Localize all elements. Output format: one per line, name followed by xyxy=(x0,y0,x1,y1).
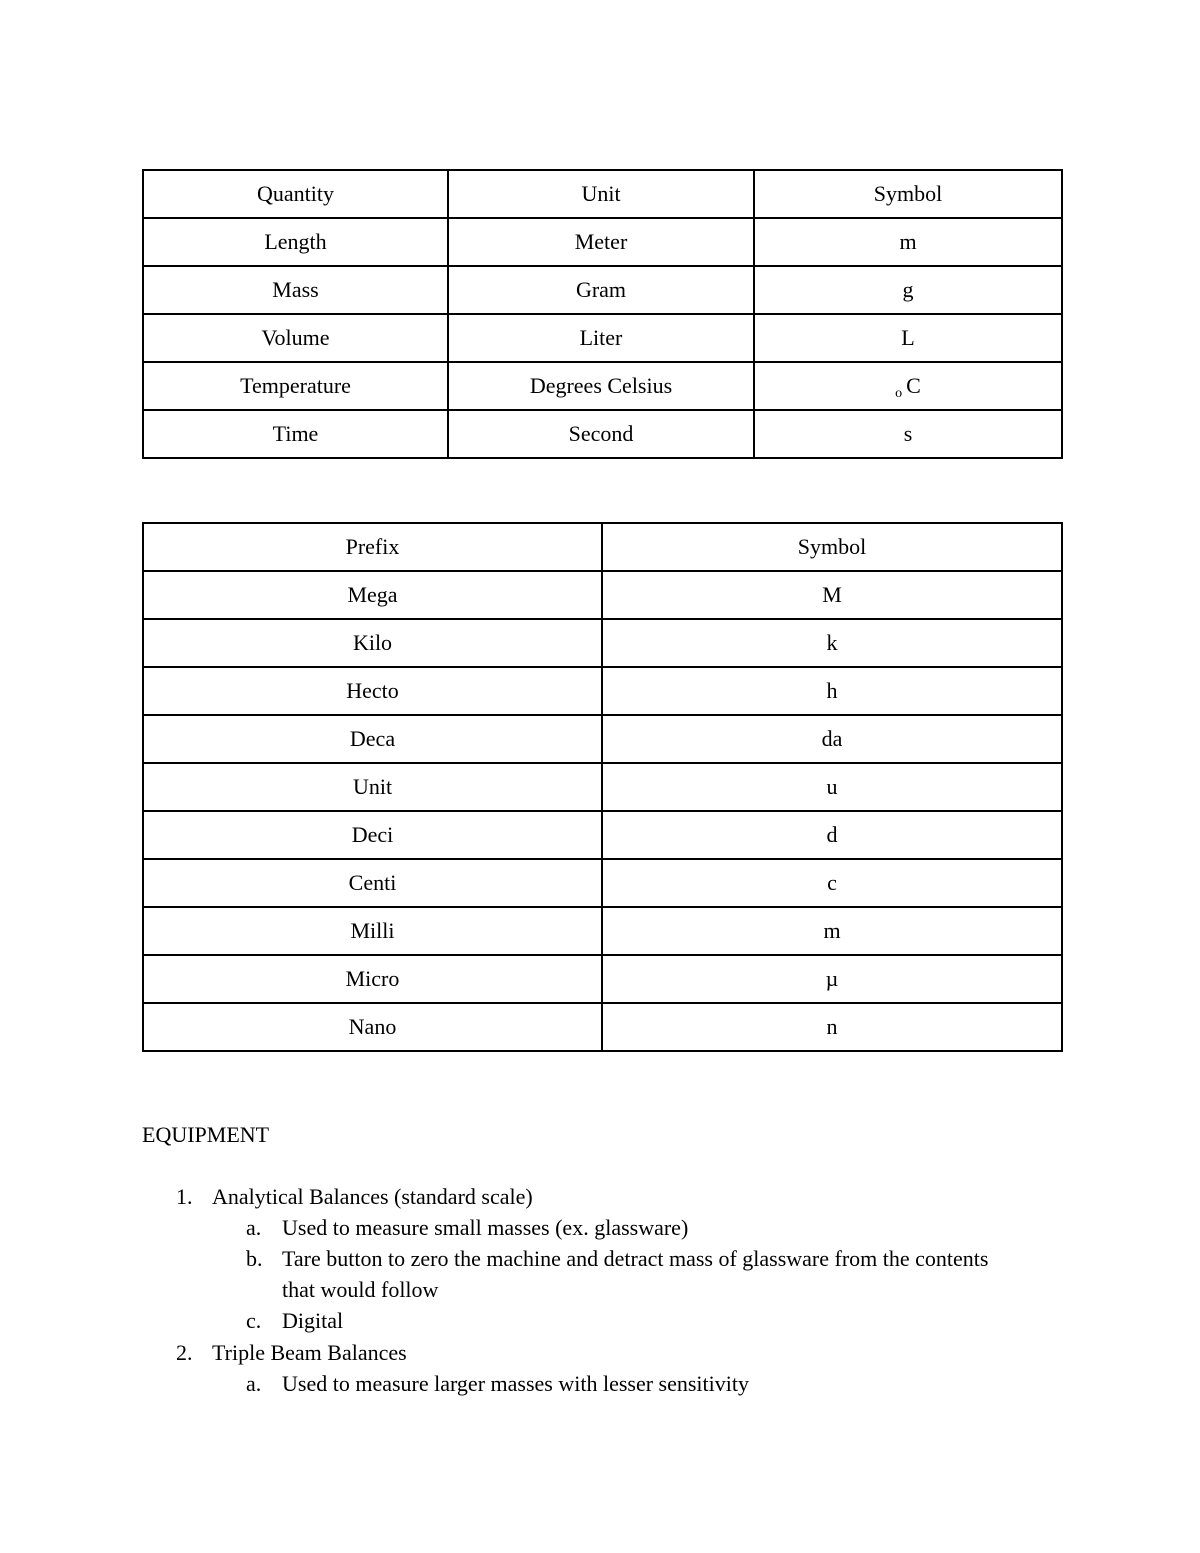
prefix-cell: Centi xyxy=(143,859,602,907)
quantity-cell: Time xyxy=(143,410,448,458)
symbol-cell: g xyxy=(754,266,1062,314)
symbol-cell: s xyxy=(754,410,1062,458)
prefix-cell: Deca xyxy=(143,715,602,763)
sublist-item-text: Tare button to zero the machine and detract mass of glassware from the contents xyxy=(282,1246,989,1271)
prefix-cell: Unit xyxy=(143,763,602,811)
column-header: Unit xyxy=(448,170,754,218)
symbol-cell: L xyxy=(754,314,1062,362)
table-row xyxy=(143,266,1062,314)
sublist-item-text: Used to measure small masses (ex. glassware) xyxy=(282,1215,689,1240)
table-header-row xyxy=(143,523,1062,571)
table-row xyxy=(143,955,1062,1003)
quantity-cell: Temperature xyxy=(143,362,448,410)
table-row xyxy=(143,811,1062,859)
quantity-cell: Volume xyxy=(143,314,448,362)
symbol-cell: M xyxy=(602,571,1062,619)
symbol-cell: d xyxy=(602,811,1062,859)
list-item-number: 1. xyxy=(176,1184,193,1209)
units-table xyxy=(142,169,1063,459)
quantity-cell: Length xyxy=(143,218,448,266)
symbol-cell: n xyxy=(602,1003,1062,1051)
prefix-cell: Nano xyxy=(143,1003,602,1051)
sublist-item-text: Used to measure larger masses with lesser sensitivity xyxy=(282,1371,749,1396)
column-header: Symbol xyxy=(754,170,1062,218)
symbol-cell xyxy=(754,362,1062,410)
unit-cell: Second xyxy=(448,410,754,458)
unit-cell: Meter xyxy=(448,218,754,266)
sublist-item-text: Digital xyxy=(282,1308,344,1333)
symbol-cell: m xyxy=(754,218,1062,266)
table-header-row xyxy=(143,170,1062,218)
table-row xyxy=(143,1003,1062,1051)
prefix-cell: Hecto xyxy=(143,667,602,715)
table-row xyxy=(143,859,1062,907)
table-row xyxy=(143,763,1062,811)
unit-cell: Liter xyxy=(448,314,754,362)
table-row xyxy=(143,715,1062,763)
prefix-cell: Deci xyxy=(143,811,602,859)
symbol-cell: m xyxy=(602,907,1062,955)
sublist-item-text-continued: that would follow xyxy=(282,1277,439,1302)
column-header: Prefix xyxy=(143,523,602,571)
table-row xyxy=(143,314,1062,362)
unit-cell: Gram xyxy=(448,266,754,314)
symbol-cell: k xyxy=(602,619,1062,667)
table-row xyxy=(143,571,1062,619)
sublist-item-letter: a. xyxy=(246,1371,262,1396)
unit-cell: Degrees Celsius xyxy=(448,362,754,410)
prefix-cell: Micro xyxy=(143,955,602,1003)
table-row xyxy=(143,907,1062,955)
degree-symbol: o xyxy=(895,386,903,401)
symbol-text: C xyxy=(906,373,921,398)
sublist-item-letter: a. xyxy=(246,1215,262,1240)
prefix-cell: Milli xyxy=(143,907,602,955)
sublist-item-letter: b. xyxy=(246,1246,263,1271)
prefix-cell: Mega xyxy=(143,571,602,619)
symbol-cell: c xyxy=(602,859,1062,907)
symbol-cell: h xyxy=(602,667,1062,715)
table-row xyxy=(143,619,1062,667)
symbol-cell: µ xyxy=(602,955,1062,1003)
column-header: Quantity xyxy=(143,170,448,218)
symbol-cell: u xyxy=(602,763,1062,811)
prefix-table xyxy=(142,522,1063,1052)
prefix-cell: Kilo xyxy=(143,619,602,667)
symbol-cell: da xyxy=(602,715,1062,763)
table-row xyxy=(143,362,1062,410)
sublist-item-letter: c. xyxy=(246,1308,262,1333)
quantity-cell: Mass xyxy=(143,266,448,314)
table-row xyxy=(143,667,1062,715)
list-item-number: 2. xyxy=(176,1340,193,1365)
table-row xyxy=(143,410,1062,458)
list-item-title: Analytical Balances (standard scale) xyxy=(212,1184,533,1209)
list-item-title: Triple Beam Balances xyxy=(212,1340,407,1365)
column-header: Symbol xyxy=(602,523,1062,571)
table-row xyxy=(143,218,1062,266)
equipment-heading: EQUIPMENT xyxy=(142,1122,270,1147)
